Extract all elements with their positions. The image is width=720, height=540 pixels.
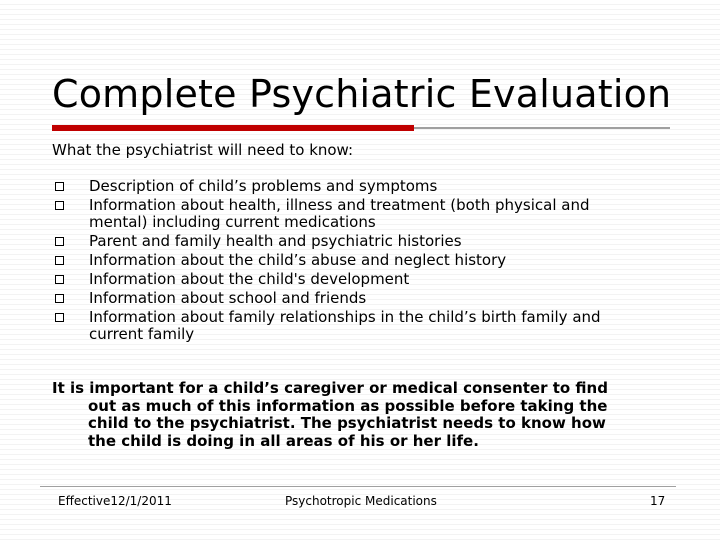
square-bullet-icon xyxy=(55,182,64,191)
footer-title: Psychotropic Medications xyxy=(285,494,437,508)
footer-effective-date: Effective12/1/2011 xyxy=(58,494,172,508)
list-item-text: Information about health, illness and treatment (both physical and mental) including current medications xyxy=(89,196,590,231)
list-item-text: Parent and family health and psychiatric histories xyxy=(89,232,462,250)
intro-text: What the psychiatrist will need to know: xyxy=(52,141,354,159)
square-bullet-icon xyxy=(55,294,64,303)
important-note: It is important for a child’s caregiver or medical consenter to find out as much of this information as possible before taking the child to the psychiatrist. The psychiatrist needs to know how the child is doing in all areas of his or her life. xyxy=(52,379,608,450)
list-item-text: Information about the child’s abuse and neglect history xyxy=(89,251,507,269)
list-item-text: Description of child’s problems and symptoms xyxy=(89,177,438,195)
title-underline-rule xyxy=(414,127,670,129)
title-underline-accent xyxy=(52,125,414,131)
list-item-text: Information about family relationships in the child’s birth family and current family xyxy=(89,308,601,343)
page-number: 17 xyxy=(650,494,666,508)
square-bullet-icon xyxy=(55,256,64,265)
slide-title: Complete Psychiatric Evaluation xyxy=(52,72,672,116)
square-bullet-icon xyxy=(55,313,64,322)
square-bullet-icon xyxy=(55,275,64,284)
list-item-text: Information about the child's development xyxy=(89,270,410,288)
footer-divider xyxy=(40,486,676,487)
square-bullet-icon xyxy=(55,237,64,246)
square-bullet-icon xyxy=(55,201,64,210)
list-item-text: Information about school and friends xyxy=(89,289,367,307)
